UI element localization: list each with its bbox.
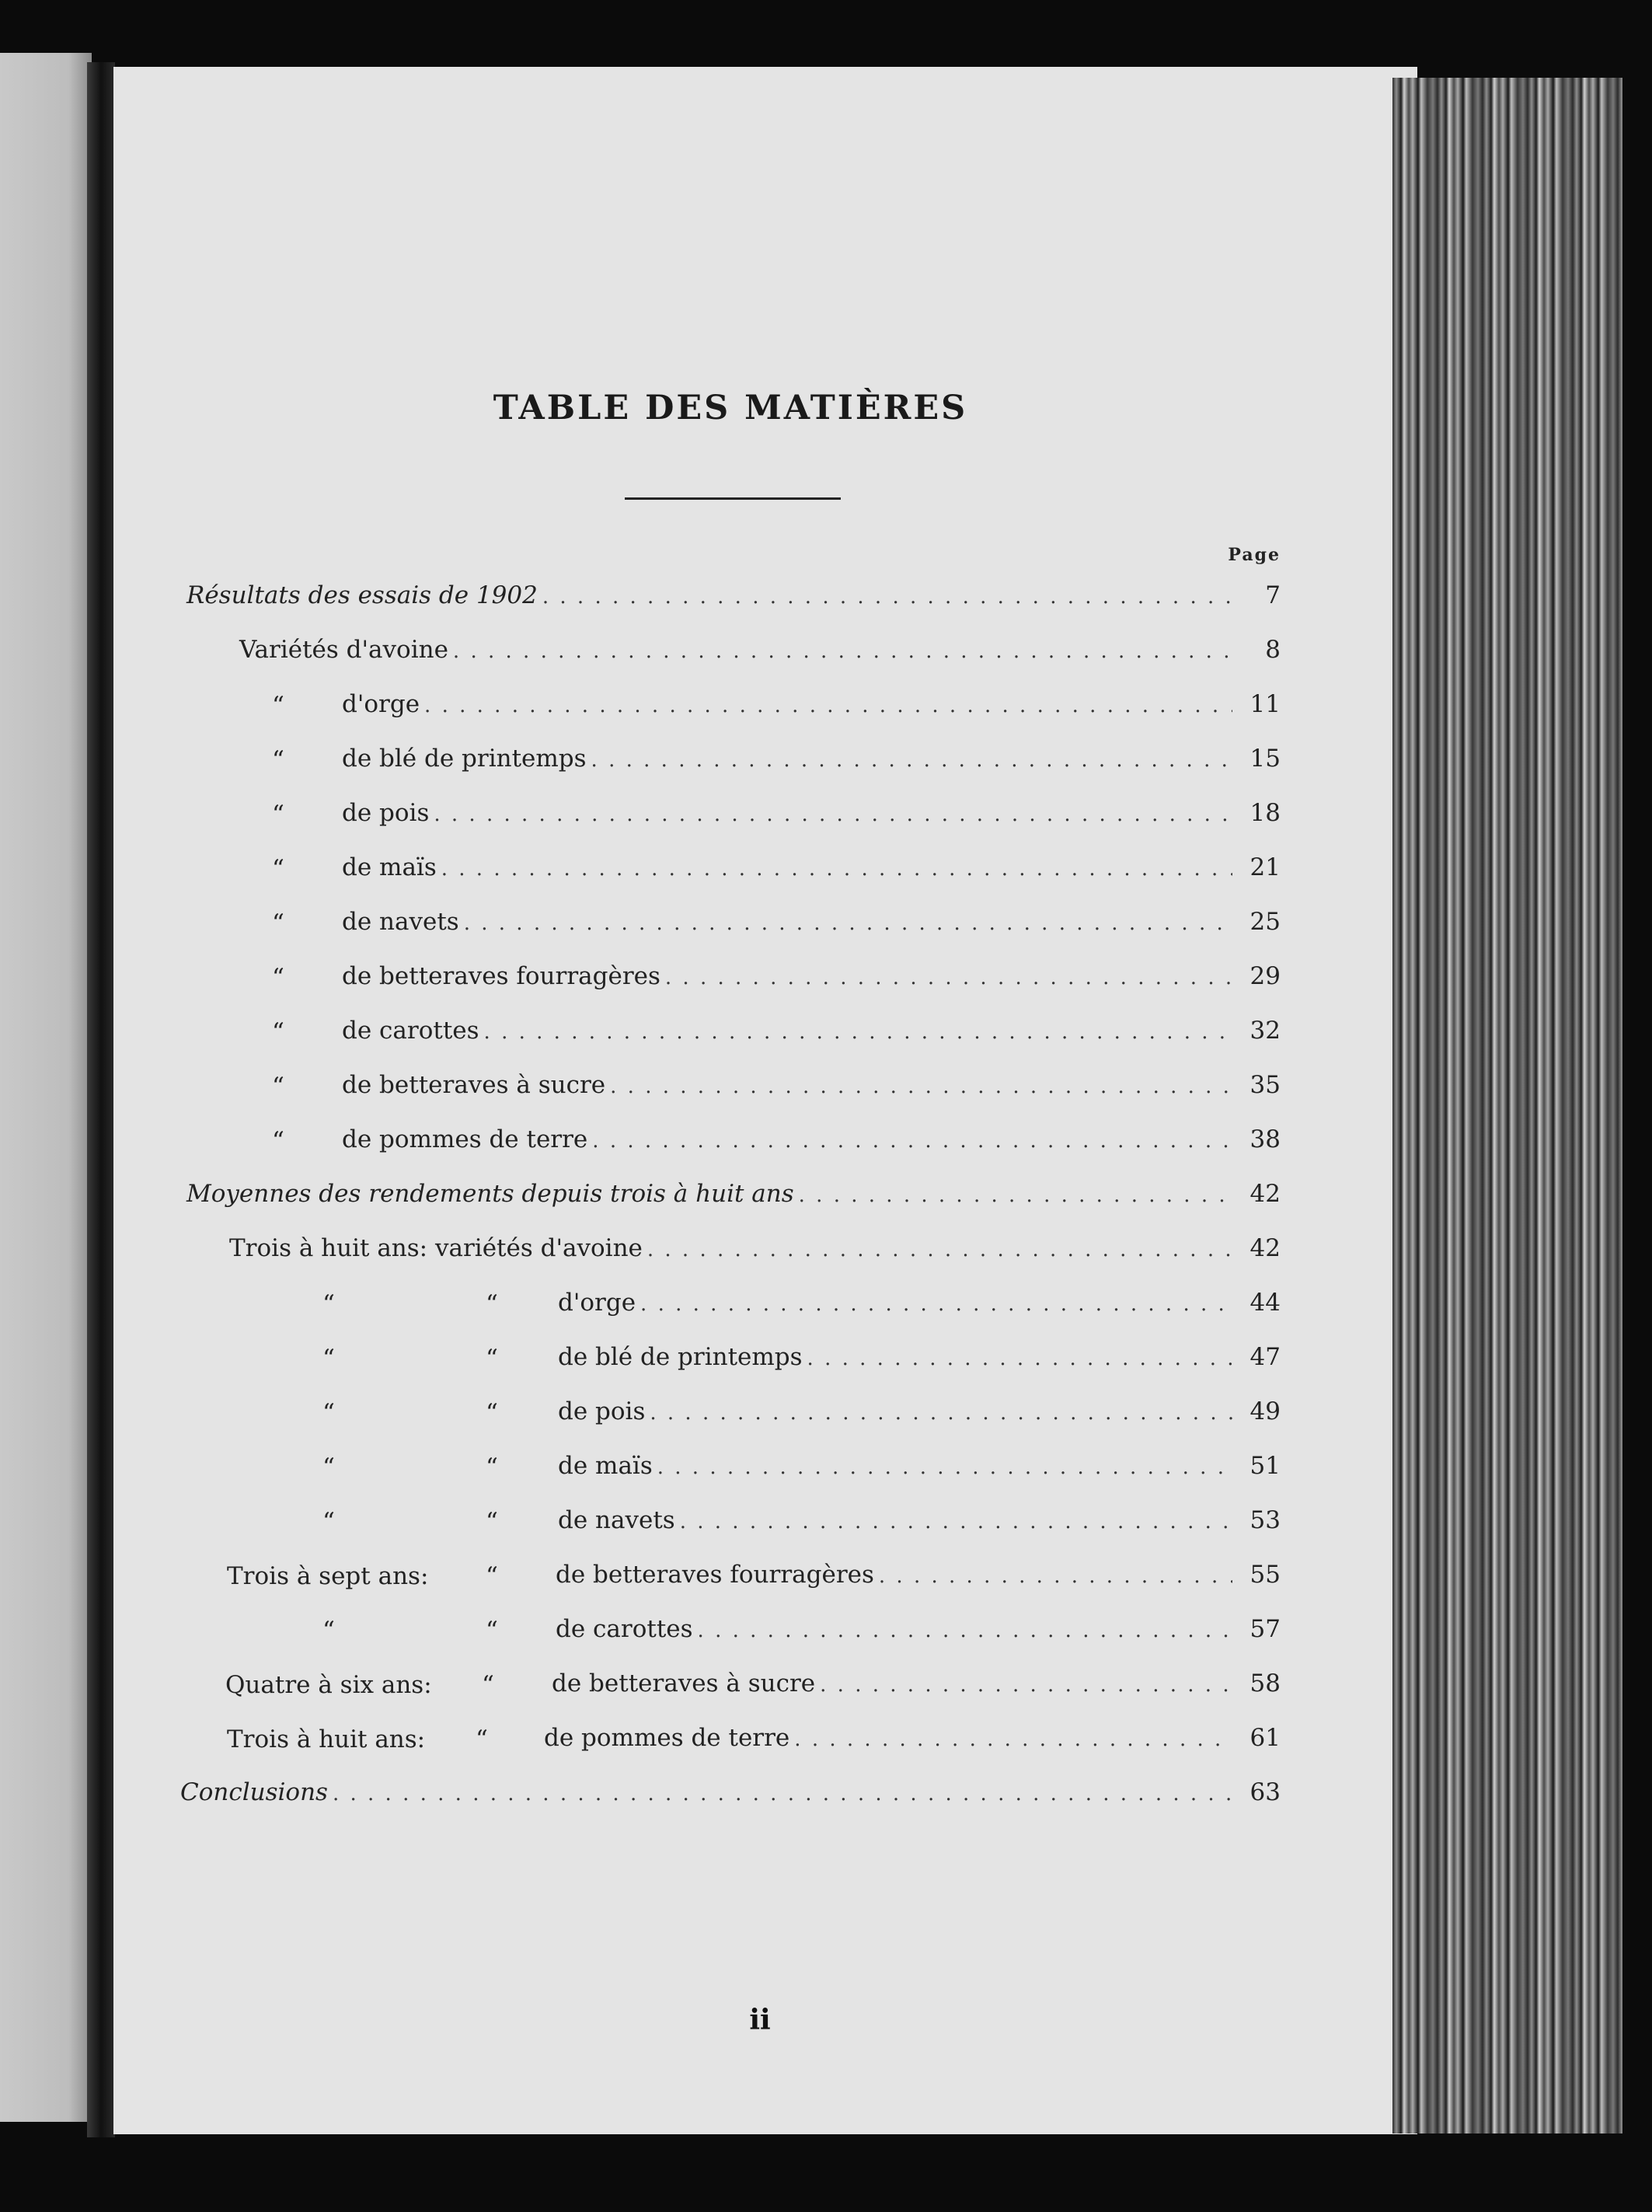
toc-entry[interactable] (556, 1561, 1281, 1600)
toc-entry-page: 63 (1249, 1778, 1281, 1806)
toc-entry-page: 32 (1249, 1017, 1281, 1045)
toc-entry-page: 61 (1249, 1724, 1281, 1752)
toc-entry-page: 51 (1249, 1452, 1281, 1480)
toc-entry-page: 44 (1249, 1289, 1281, 1317)
toc-entry-title: Résultats des essais de 1902 (186, 581, 538, 609)
dot-leader (647, 1238, 1232, 1261)
toc-entry-page: 7 (1265, 581, 1281, 609)
ditto-mark: “ (322, 1345, 335, 1373)
toc-entry-title: de betteraves à sucre (342, 1071, 606, 1099)
dot-leader (453, 640, 1232, 663)
toc-entry[interactable] (342, 1017, 1281, 1055)
toc-entry[interactable] (186, 581, 1281, 620)
toc-entry-title: Variétés d'avoine (239, 636, 448, 664)
page-column-label: Page (1228, 545, 1281, 565)
toc-entry[interactable] (342, 1125, 1281, 1164)
toc-entry-page: 53 (1249, 1506, 1281, 1534)
dot-leader (665, 966, 1232, 989)
toc-entry[interactable] (342, 908, 1281, 947)
toc-entry-page: 38 (1249, 1125, 1281, 1153)
toc-entry-title: de navets (342, 908, 459, 936)
toc-entry-title: d'orge (342, 690, 420, 718)
ditto-mark: “ (272, 1073, 284, 1101)
toc-entry-title: de carottes (556, 1615, 693, 1643)
dot-leader (794, 1728, 1232, 1751)
group-label: Quatre à six ans: (225, 1671, 432, 1699)
toc-entry-title: de maïs (558, 1452, 653, 1480)
toc-entry-title: de pommes de terre (342, 1125, 588, 1153)
dot-leader (484, 1021, 1232, 1044)
ditto-mark: “ (322, 1399, 335, 1427)
toc-entry-title: Moyennes des rendements depuis trois à huit ans (186, 1180, 794, 1208)
dot-leader (434, 803, 1232, 826)
ditto-mark: “ (486, 1562, 498, 1590)
dot-leader (698, 1619, 1232, 1642)
toc-entry[interactable] (558, 1452, 1281, 1491)
toc-entry-page: 35 (1249, 1071, 1281, 1099)
ditto-mark: “ (272, 909, 284, 937)
dot-leader (799, 1184, 1232, 1207)
toc-entry-page: 29 (1249, 962, 1281, 990)
dot-leader (680, 1510, 1232, 1533)
toc-entry-page: 11 (1249, 690, 1281, 718)
group-label: Trois à sept ans: (227, 1562, 429, 1590)
dot-leader (879, 1565, 1232, 1588)
toc-entry-title: Conclusions (180, 1778, 328, 1806)
toc-entry-page: 49 (1249, 1397, 1281, 1425)
dot-leader (542, 585, 1232, 609)
group-label: Trois à huit ans: (227, 1725, 426, 1753)
toc-entry[interactable] (552, 1669, 1281, 1708)
toc-entry-title: de pois (558, 1397, 646, 1425)
dot-leader (657, 1456, 1232, 1479)
toc-entry-page: 21 (1249, 853, 1281, 881)
ditto-mark: “ (272, 692, 284, 720)
toc-entry-title: de carottes (342, 1017, 479, 1045)
toc-entry[interactable] (186, 1180, 1281, 1219)
toc-entry[interactable] (342, 745, 1281, 783)
toc-entry-title: de betteraves à sucre (552, 1669, 816, 1697)
ditto-mark: “ (272, 1018, 284, 1046)
dot-leader (441, 857, 1232, 881)
toc-entry[interactable] (342, 1071, 1281, 1110)
ditto-mark: “ (486, 1290, 498, 1318)
ditto-mark: “ (322, 1290, 335, 1318)
dot-leader (650, 1401, 1232, 1425)
toc-entry-page: 58 (1249, 1669, 1281, 1697)
dot-leader (807, 1347, 1232, 1370)
toc-entry-page: 42 (1249, 1180, 1281, 1208)
toc-entry-title: de navets (558, 1506, 675, 1534)
toc-entry-title: de pois (342, 799, 430, 827)
toc-entry-title: de betteraves fourragères (556, 1561, 874, 1589)
toc-entry[interactable] (342, 962, 1281, 1001)
dot-leader (820, 1673, 1232, 1697)
toc-entry[interactable] (342, 690, 1281, 729)
ditto-mark: “ (486, 1453, 498, 1481)
toc-entry-page: 55 (1249, 1561, 1281, 1589)
ditto-mark: “ (272, 855, 284, 883)
dot-leader (591, 748, 1232, 772)
toc-entry[interactable] (558, 1289, 1281, 1328)
ditto-mark: “ (272, 801, 284, 829)
ditto-mark: “ (476, 1725, 488, 1753)
toc-entry-title: de blé de printemps (342, 745, 587, 773)
ditto-mark: “ (482, 1671, 494, 1699)
toc-entry-page: 18 (1249, 799, 1281, 827)
toc-entry[interactable] (558, 1343, 1281, 1382)
ditto-mark: “ (486, 1617, 498, 1645)
toc-entry[interactable] (180, 1778, 1281, 1817)
toc-entry-title: de maïs (342, 853, 437, 881)
dot-leader (333, 1782, 1232, 1806)
toc-entry-page: 42 (1249, 1234, 1281, 1262)
ditto-mark: “ (322, 1617, 335, 1645)
dot-leader (424, 694, 1232, 717)
ditto-mark: “ (272, 746, 284, 774)
ditto-mark: “ (322, 1453, 335, 1481)
ditto-mark: “ (322, 1508, 335, 1536)
toc-entry[interactable] (229, 1234, 1281, 1273)
ditto-mark: “ (272, 1127, 284, 1155)
dot-leader (464, 912, 1232, 935)
ditto-mark: “ (486, 1399, 498, 1427)
toc-entry-page: 57 (1249, 1615, 1281, 1643)
toc-entry-title: de pommes de terre (544, 1724, 790, 1752)
ditto-mark: “ (272, 964, 284, 992)
toc-entry[interactable] (556, 1615, 1281, 1654)
toc-entry-title: de betteraves fourragères (342, 962, 660, 990)
toc-entry[interactable] (544, 1724, 1281, 1763)
toc-entry[interactable] (342, 799, 1281, 838)
toc-entry-page: 8 (1265, 636, 1281, 664)
toc-entry-page: 25 (1249, 908, 1281, 936)
toc-entry-page: 47 (1249, 1343, 1281, 1371)
page-number: ii (749, 2004, 771, 2036)
toc-entry[interactable] (558, 1397, 1281, 1436)
toc-entry[interactable] (239, 636, 1281, 675)
dot-leader (610, 1075, 1232, 1098)
ditto-mark: “ (486, 1508, 498, 1536)
toc-entry-page: 15 (1249, 745, 1281, 773)
toc-entry-title: Trois à huit ans: variétés d'avoine (229, 1234, 643, 1262)
toc-entry-title: de blé de printemps (558, 1343, 803, 1371)
ditto-mark: “ (486, 1345, 498, 1373)
toc-entry[interactable] (342, 853, 1281, 892)
dot-leader (640, 1293, 1232, 1316)
dot-leader (592, 1129, 1232, 1153)
toc-entry-title: d'orge (558, 1289, 636, 1317)
page-title: TABLE DES MATIÈRES (493, 389, 968, 427)
toc-entry[interactable] (558, 1506, 1281, 1545)
